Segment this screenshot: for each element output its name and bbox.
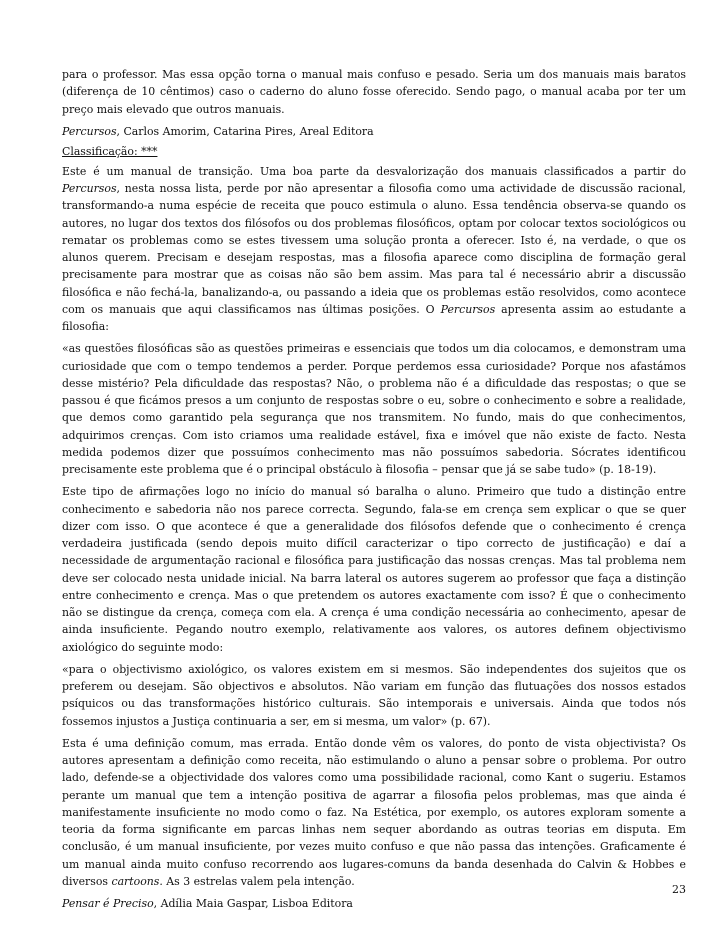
review-paragraph-2: Este tipo de afirmações logo no início do manual só baralha o aluno. Primeiro que tudo a distinção entre conhecimento e sabedoria não nos parece correcta. Segundo, fala-se em crença sem explicar o que se quer dizer com isso. O que acontece é que a generalidade dos filósofos defende que o conhecimento é crença verdadeira justificada (sendo depois muito difícil caracterizar o tipo correcto de justificação) e daí a necessidade de argumentação racional e filosófica para justificação das nossas crenças. Mas tal problema nem deve ser colocado nesta unidade inicial. Na barra lateral os autores sugerem ao professor que faça a distinção entre conhecimento e crença. Mas o que pretendem os autores exactamente com isso? É que o conhecimento não se distingue da crença, começa com ela. A crença é uma condição necessária ao conhecimento, apesar de ainda insuficiente. Pegando noutro exemplo, relativamente aos valores, os autores definem objectivismo axiológico do seguinte modo: bbox=[62, 485, 686, 654]
review-paragraph-3 bbox=[62, 735, 686, 890]
quote-paragraph-1: «as questões filosóficas são as questões primeiras e essenciais que todos um dia colocamos, e demonstram uma curiosidade que com o tempo tendemos a perder. Porque perdemos essa curiosidade? Porque nos afastámos desse mistério? Pela dificuldade das respostas? Não, o problema não é a dificuldade das respostas; o que se passou é que ficámos presos a um conjunto de respostas sobre o eu, sobre o conhecimento e sobre a realidade, que demos como garantido pela segurança que nos transmitem. No fundo, mais do que conhecimentos, adquirimos crenças. Com isto criamos uma realidade estável, fixa e imóvel que não existe de facto. Nesta medida podemos dizer que possuímos conhecimento mas não possuímos sabedoria. Sócrates identificou precisamente este problema que é o principal obstáculo à filosofia – pensar que já se sabe tudo» (p. 18-19). bbox=[62, 342, 686, 476]
book-entry-percursos bbox=[62, 123, 686, 140]
book-title-percursos: Percursos bbox=[62, 124, 117, 138]
quote-paragraph-2: «para o objectivismo axiológico, os valores existem em si mesmos. São independentes dos sujeitos que os preferem ou desejam. São objectivos e absolutos. Não variam em função das flutuações dos nossos estados psíquicos ou das transformações histórico culturais. São intemporais e universais. Ainda que todos nós fossemos injustos a Justiça continuaria a ser, em si mesma, um valor» (p. 67). bbox=[62, 662, 686, 728]
book-title-pensar: Pensar é Preciso bbox=[62, 897, 154, 910]
intro-paragraph: para o professor. Mas essa opção torna o manual mais confuso e pesado. Seria um dos manuais mais baratos (diferença de 10 cêntimos) caso o caderno do aluno fosse oferecido. Sendo pago, o manual acaba por ter um preço mais elevado que outros manuais. bbox=[62, 68, 686, 116]
book-title-ref: Percursos bbox=[440, 302, 496, 316]
book-entry-pensar bbox=[62, 895, 686, 912]
review-text: Este é um manual de transição. Uma boa parte da desvalorização dos manuais classificados a partir do bbox=[62, 164, 686, 178]
page-body bbox=[62, 66, 686, 915]
cartoons-term: cartoons bbox=[111, 874, 160, 888]
review-text: . As 3 estrelas valem pela intenção. bbox=[159, 874, 355, 888]
book-details-pensar: , Adília Maia Gaspar, Lisboa Editora bbox=[153, 897, 353, 910]
page-number: 23 bbox=[672, 883, 686, 896]
review-text: apresenta assim ao estudante a filosofia: bbox=[62, 302, 686, 333]
classification-label: Classificação: *** bbox=[62, 144, 158, 158]
book-details-percursos: , Carlos Amorim, Catarina Pires, Areal Editora bbox=[116, 124, 374, 138]
book-title-ref: Percursos bbox=[62, 182, 117, 195]
review-text: , nesta nossa lista, perde por não apresentar a filosofia como uma actividade de discussão racional, transformando-a numa espécie de receita que pouco estimula o aluno. Essa tendência observa-se quando os autores, no lugar dos textos dos filósofos ou dos problemas filosóficos, optam por colocar textos sociológicos ou rematar os problemas como se estes tivessem uma solução pronta a oferecer. Isto é, na verdade, o que os alunos querem. Precisam e desejam respostas, mas a filosofia aparece como disciplina de formação geral precisamente para mostrar que as coisas não são bem assim. Mas para tal é necessário abrir a discussão filosófica e não fechá-la, banalizando-a, ou passando a ideia que os problemas estão resolvidos, como acontece com os manuais que aqui classificamos nas últimas posições. O bbox=[62, 182, 686, 316]
review-text: Esta é uma definição comum, mas errada. Então donde vêm os valores, do ponto de vista objectivista? Os autores apresentam a definição como receita, não estimulando o aluno a pensar sobre o problema. Por outro lado, defende-se a objectividade dos valores como uma possibilidade racional, como Kant o sugeriu. Estamos perante um manual que tem a intenção positiva de agarrar a filosofia pelos problemas, mas que ainda é manifestamente insuficiente no modo como o faz. Na Estética, por exemplo, os autores exploram somente a teoria da forma significante em parcas linhas nem sequer abordando as outras teorias em disputa. Em conclusão, é um manual insuficiente, por vezes muito confuso e que não passa das intenções. Graficamente é um manual ainda muito confuso recorrendo aos lugares-comuns da banda desenhada do Calvin & Hobbes e diversos bbox=[62, 736, 686, 888]
review-paragraph-1 bbox=[62, 163, 686, 336]
